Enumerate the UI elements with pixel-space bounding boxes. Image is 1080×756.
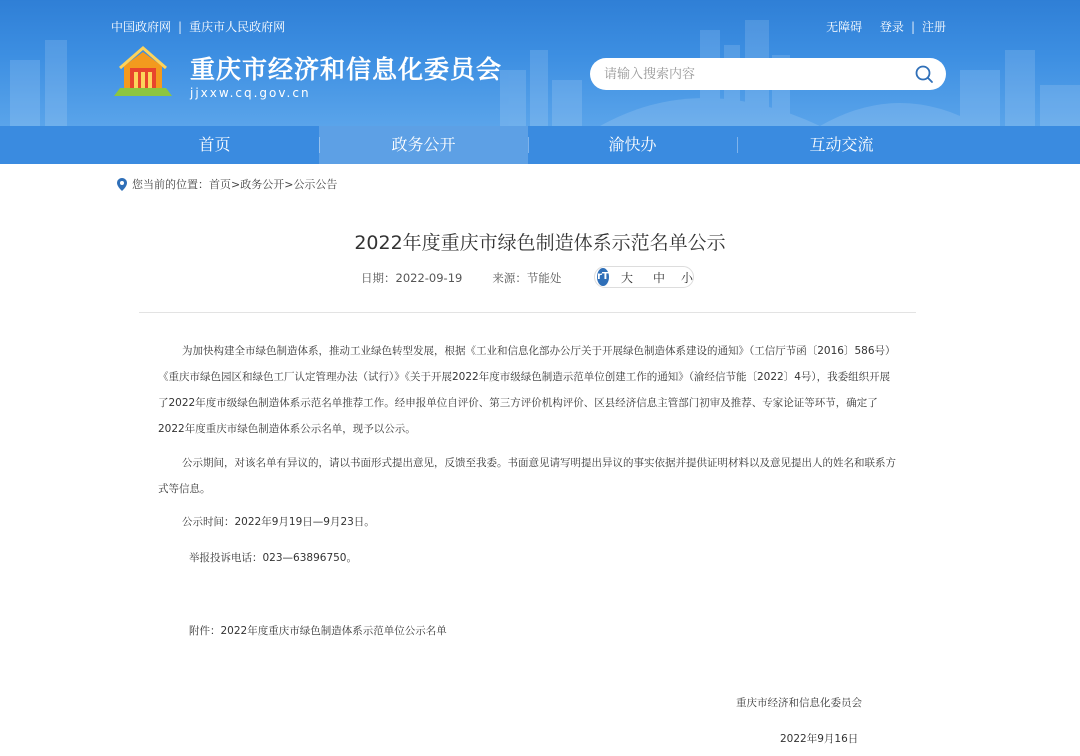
breadcrumb bbox=[117, 176, 337, 192]
breadcrumb-notices[interactable]: 公示公告 bbox=[293, 178, 338, 191]
nav-item-yukuaiban[interactable]: 渝快办 bbox=[528, 126, 737, 164]
accessibility-link[interactable]: 无障碍 bbox=[826, 20, 863, 34]
article-source: 来源：节能处 bbox=[492, 271, 562, 285]
font-size-icon: rT bbox=[597, 268, 609, 286]
location-pin-icon bbox=[117, 178, 127, 191]
top-link-cq-gov[interactable]: 重庆市人民政府网 bbox=[189, 20, 286, 34]
user-links bbox=[826, 18, 946, 35]
paragraph: 举报投诉电话：023—63896750。 bbox=[189, 552, 357, 564]
search-input[interactable] bbox=[604, 64, 904, 84]
sign-date: 2022年9月16日 bbox=[780, 733, 859, 745]
search-box bbox=[590, 58, 946, 90]
separator: | bbox=[178, 20, 183, 34]
font-size-switcher bbox=[594, 266, 694, 288]
site-header bbox=[0, 0, 1080, 126]
breadcrumb-prefix: 您当前的位置： bbox=[132, 178, 209, 191]
breadcrumb-gov-affairs[interactable]: 政务公开 bbox=[240, 178, 285, 191]
nav-item-interaction[interactable]: 互动交流 bbox=[737, 126, 946, 164]
font-size-large[interactable]: 大 bbox=[620, 270, 633, 285]
breadcrumb-home[interactable]: 首页 bbox=[209, 178, 231, 191]
nav-item-home[interactable]: 首页 bbox=[198, 135, 231, 154]
font-size-small[interactable]: 小 bbox=[680, 270, 693, 285]
attachment-link[interactable]: 附件：2022年度重庆市绿色制造体系示范单位公示名单 bbox=[189, 625, 447, 637]
paragraph: 公示时间：2022年9月19日—9月23日。 bbox=[182, 516, 375, 528]
article-date: 日期：2022-09-19 bbox=[361, 271, 463, 285]
separator: | bbox=[910, 20, 915, 34]
article-meta bbox=[361, 270, 561, 286]
article-title: 2022年度重庆市绿色制造体系示范名单公示 bbox=[354, 232, 726, 254]
paragraph: 公示期间，对该名单有异议的，请以书面形式提出意见，反馈至我委。书面意见请写明提出异议的事实依据并提供证明材料以及意见提出人的姓名和联系方式等信息。 bbox=[158, 457, 896, 495]
register-link[interactable]: 注册 bbox=[921, 20, 946, 34]
paragraph: 为加快构建全市绿色制造体系，推动工业绿色转型发展，根据《工业和信息化部办公厅关于开展绿色制造体系建设的通知》（工信厅节函〔2016〕586号）《重庆市绿色园区和绿色工厂认定管理办法（试行）》《关于开展2022年度市级绿色制造示范单位创建工作的通知》（渝经信节能〔2022〕4号），我委组织开展了2022年度市级绿色制造体系示范名单推荐工作。经申报单位自评价、第三方评价机构评价、区县经济信息主管部门初审及推荐、专家论证等环节，确定了2022年度重庆市绿色制造体系公示名单，现予以公示。 bbox=[158, 345, 896, 435]
font-size-medium[interactable]: 中 bbox=[652, 270, 665, 285]
divider bbox=[139, 312, 916, 313]
separator bbox=[869, 20, 873, 34]
signature: 重庆市经济和信息化委员会 bbox=[736, 697, 862, 709]
breadcrumb-sep: > bbox=[284, 177, 294, 191]
site-title[interactable]: 重庆市经济和信息化委员会 bbox=[190, 55, 503, 84]
top-links bbox=[111, 18, 285, 35]
main-nav bbox=[0, 126, 1080, 164]
search-icon[interactable] bbox=[914, 64, 934, 84]
login-link[interactable]: 登录 bbox=[879, 20, 904, 34]
breadcrumb-sep: > bbox=[231, 177, 241, 191]
site-logo[interactable] bbox=[110, 44, 176, 100]
site-domain: jjxxw.cq.gov.cn bbox=[190, 86, 311, 100]
nav-item-gov-affairs[interactable]: 政务公开 bbox=[319, 126, 528, 164]
top-link-gov[interactable]: 中国政府网 bbox=[111, 20, 172, 34]
